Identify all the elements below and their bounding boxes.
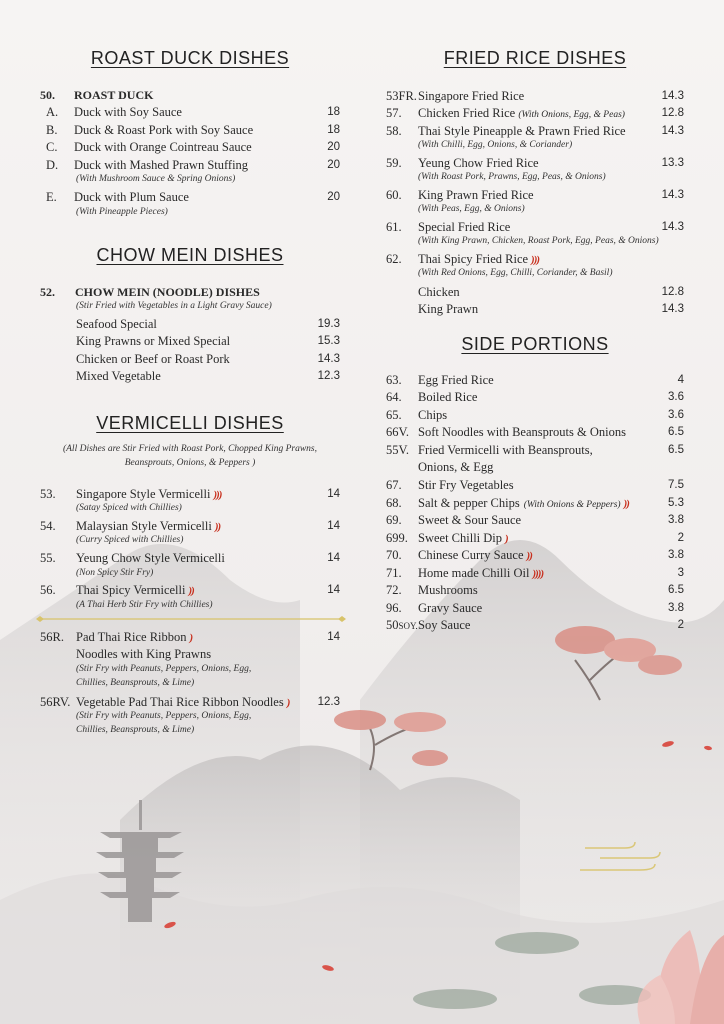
item-description: (Curry Spiced with Chillies)	[76, 535, 184, 545]
vermicelli-title: VERMICELLI DISHES	[96, 413, 284, 433]
menu-item: 72. Mushrooms 6.5	[386, 583, 684, 597]
item-description: (Stir Fry with Peanuts, Peppers, Onions, Egg,	[76, 711, 252, 721]
menu-item: Chicken or Beef or Roast Pork 14.3	[76, 352, 340, 366]
roast-duck-title: ROAST DUCK DISHES	[90, 48, 290, 68]
menu-item: B. Duck & Roast Pork with Soy Sauce 18	[46, 123, 340, 137]
item-description: (With Red Onions, Egg, Chilli, Coriander, & Basil)	[418, 268, 613, 278]
menu-item: 56RV. Vegetable Pad Thai Rice Ribbon Noodles ) 12.3	[40, 695, 340, 709]
menu-item: 54. Malaysian Style Vermicelli )) 14	[40, 519, 340, 533]
menu-item: 55V. Fried Vermicelli with Beansprouts, 6.5	[386, 443, 684, 457]
menu-item: 71. Home made Chilli Oil )))) 3	[386, 566, 684, 580]
item-description: (With Chilli, Egg, Onions, & Coriander)	[418, 140, 573, 150]
chili-icon: ))	[188, 585, 194, 597]
chow-mein-title: CHOW MEIN DISHES	[96, 245, 284, 265]
menu-item: 53FR. Singapore Fried Rice 14.3	[386, 89, 684, 103]
roast-duck-header: 50. ROAST DUCK	[40, 88, 154, 102]
menu-item-line2: Noodles with King Prawns	[76, 647, 212, 661]
menu-item: 60. King Prawn Fried Rice 14.3	[386, 188, 684, 202]
menu-item: 70. Chinese Curry Sauce )) 3.8	[386, 548, 684, 562]
fried-rice-title: FRIED RICE DISHES	[443, 48, 627, 68]
item-description: (Satay Spiced with Chillies)	[76, 503, 182, 513]
chili-icon: ))	[214, 521, 221, 533]
menu-item: Mixed Vegetable 12.3	[76, 369, 340, 383]
item-description: Chillies, Beansprouts, & Lime)	[76, 725, 195, 735]
menu-item: King Prawns or Mixed Special 15.3	[76, 334, 340, 348]
menu-item: 58. Thai Style Pineapple & Prawn Fried Rice 14.3	[386, 124, 684, 138]
menu-item: 96. Gravy Sauce 3.8	[386, 601, 684, 615]
menu-item: Seafood Special 19.3	[76, 317, 340, 331]
menu-item-line2: Onions, & Egg	[418, 460, 494, 474]
menu-item: 66V. Soft Noodles with Beansprouts & Onions 6.5	[386, 425, 684, 439]
item-description: (With Pineapple Pieces)	[76, 207, 168, 217]
menu-item: 65. Chips 3.6	[386, 408, 684, 422]
chili-icon: )	[189, 632, 193, 644]
item-description: (With Mushroom Sauce & Spring Onions)	[76, 174, 236, 184]
item-description: (With Peas, Egg, & Onions)	[418, 204, 525, 214]
item-description: (With Roast Pork, Prawns, Egg, Peas, & Onions)	[418, 172, 606, 182]
menu-item: 699. Sweet Chilli Dip ) 2	[386, 531, 684, 545]
menu-item: 59. Yeung Chow Fried Rice 13.3	[386, 156, 684, 170]
menu-item: 67. Stir Fry Vegetables 7.5	[386, 478, 684, 492]
chili-icon: ))	[526, 550, 532, 562]
menu-item: 69. Sweet & Sour Sauce 3.8	[386, 513, 684, 527]
chili-icon: )))	[531, 254, 540, 266]
menu-item: 62. Thai Spicy Fried Rice )))	[386, 252, 540, 266]
chili-icon: )))	[213, 489, 222, 501]
menu-item: 56R. Pad Thai Rice Ribbon ) 14	[40, 630, 340, 644]
menu-item: 68. Salt & pepper Chips (With Onions & Peppers) )) 5.3	[386, 496, 684, 510]
chili-icon: )	[286, 697, 290, 709]
menu-item: 56. Thai Spicy Vermicelli )) 14	[40, 583, 340, 597]
item-description: (Stir Fry with Peanuts, Peppers, Onions, Egg,	[76, 664, 252, 674]
menu-item: 64. Boiled Rice 3.6	[386, 390, 684, 404]
menu-item: C. Duck with Orange Cointreau Sauce 20	[46, 140, 340, 154]
menu-item: D. Duck with Mashed Prawn Stuffing 20	[46, 158, 340, 172]
item-description: (With King Prawn, Chicken, Roast Pork, Egg, Peas, & Onions)	[418, 236, 659, 246]
menu-item: E. Duck with Plum Sauce 20	[46, 190, 340, 204]
item-description: (Stir Fried with Vegetables in a Light Gravy Sauce)	[76, 301, 272, 311]
vermicelli-note: (All Dishes are Stir Fried with Roast Pork, Chopped King Prawns, Beansprouts, Onions, & Peppers )	[62, 444, 318, 468]
menu-option: Chicken 12.8	[418, 285, 684, 299]
item-description: (A Thai Herb Stir Fry with Chillies)	[76, 600, 213, 610]
menu-item: 50SOY. Soy Sauce 2	[386, 618, 684, 632]
item-description: (Non Spicy Stir Fry)	[76, 568, 154, 578]
chow-mein-header: 52. CHOW MEIN (NOODLE) DISHES	[40, 285, 260, 299]
chili-icon: ))	[623, 498, 629, 510]
menu-item: 61. Special Fried Rice 14.3	[386, 220, 684, 234]
menu-item: 57. Chicken Fried Rice (With Onions, Egg, & Peas) 12.8	[386, 106, 684, 120]
menu-option: King Prawn 14.3	[418, 302, 684, 316]
menu-item: A. Duck with Soy Sauce 18	[46, 105, 340, 119]
menu-item: 53. Singapore Style Vermicelli ))) 14	[40, 487, 340, 501]
side-portions-title: SIDE PORTIONS	[461, 334, 609, 354]
chili-icon: ))))	[532, 568, 544, 580]
chili-icon: )	[505, 533, 508, 545]
menu-item: 55. Yeung Chow Style Vermicelli 14	[40, 551, 340, 565]
item-description: Chillies, Beansprouts, & Lime)	[76, 678, 195, 688]
menu-item: 63. Egg Fried Rice 4	[386, 373, 684, 387]
